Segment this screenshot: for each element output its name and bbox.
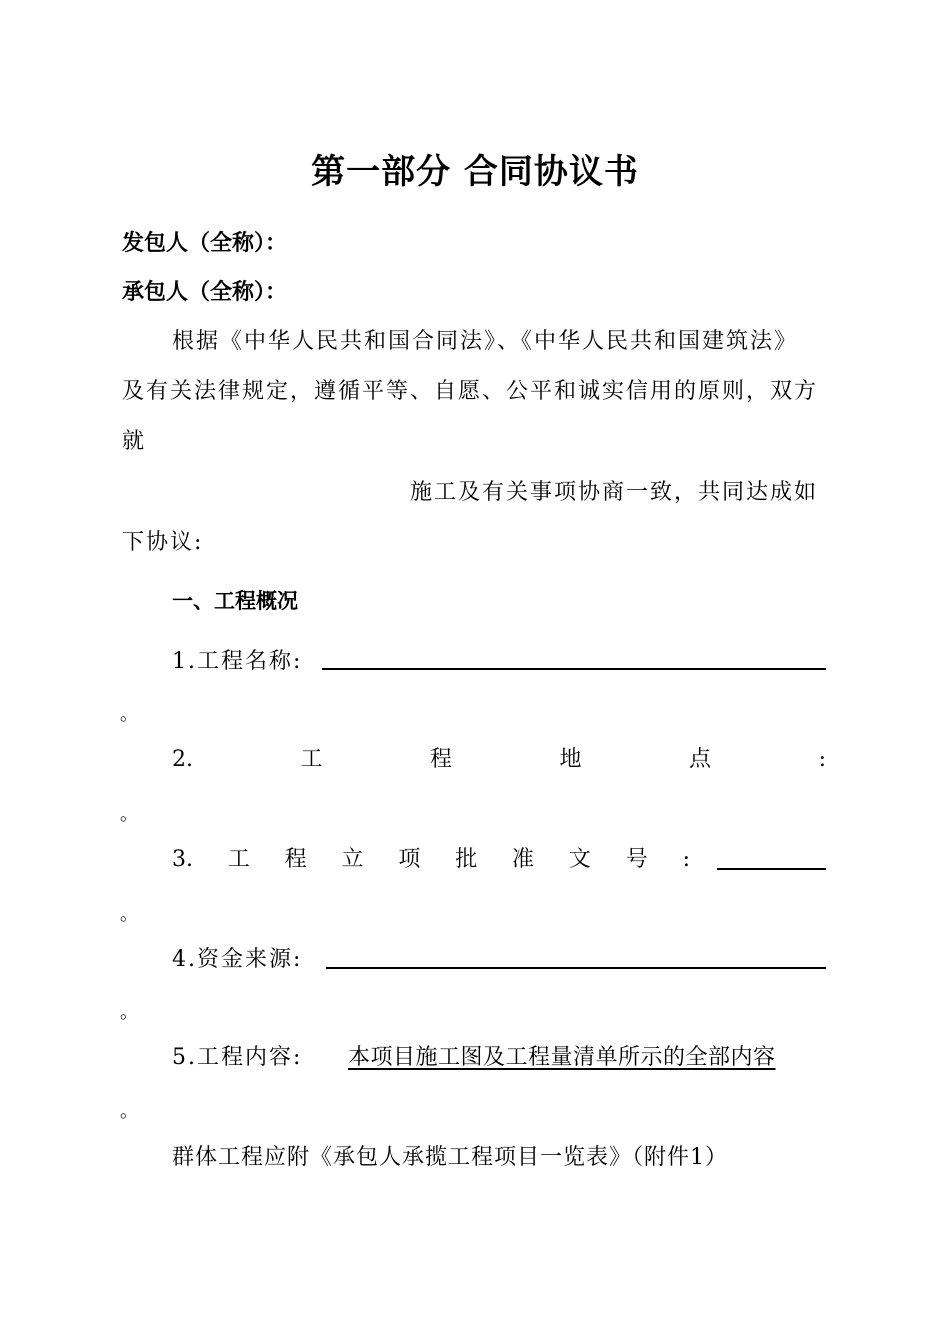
funding-source-blank bbox=[326, 967, 826, 969]
approval-number-char: 批 bbox=[455, 847, 478, 872]
contractor-label: 承包人（全称）： bbox=[122, 280, 288, 305]
approval-number-char: : bbox=[682, 847, 690, 872]
approval-number-char: 文 bbox=[568, 847, 591, 872]
preamble-line-3: 就 bbox=[122, 429, 147, 454]
project-location-char: 工 bbox=[300, 747, 323, 772]
project-name-blank bbox=[322, 668, 826, 670]
approval-number-blank bbox=[717, 868, 826, 870]
document-title: 第一部分 合同协议书 bbox=[311, 152, 639, 192]
project-location-char: : bbox=[818, 747, 826, 772]
project-name-end-mark: 。 bbox=[120, 704, 138, 725]
section-heading-project-overview: 一、工程概况 bbox=[172, 589, 298, 613]
project-location-label bbox=[172, 745, 826, 775]
project-name-label: 1.工程名称: bbox=[172, 649, 303, 674]
project-location-char: 2. bbox=[172, 747, 193, 772]
preamble-line-4: 施工及有关事项协商一致，共同达成如 bbox=[410, 480, 819, 505]
approval-number-char: 项 bbox=[398, 847, 421, 872]
preamble-line-2: 及有关法律规定，遵循平等、自愿、公平和诚实信用的原则，双方 bbox=[122, 379, 819, 404]
approval-number-end-mark: 。 bbox=[120, 904, 138, 925]
preamble-line-1: 根据《中华人民共和国合同法》、《中华人民共和国建筑法》 bbox=[172, 329, 799, 354]
project-location-char: 程 bbox=[430, 747, 453, 772]
project-location-char: 点 bbox=[689, 747, 712, 772]
approval-number-char: 号 bbox=[625, 847, 648, 872]
group-project-note: 群体工程应附《承包人承揽工程项目一览表》（附件1） bbox=[172, 1145, 728, 1170]
preamble-line-5: 下协议: bbox=[122, 530, 204, 555]
approval-number-char: 3. bbox=[172, 847, 193, 872]
funding-source-end-mark: 。 bbox=[120, 1002, 138, 1023]
approval-number-char: 工 bbox=[227, 847, 250, 872]
project-scope-value: 本项目施工图及工程量清单所示的全部内容 bbox=[348, 1045, 776, 1070]
project-scope-end-mark: 。 bbox=[120, 1101, 138, 1122]
approval-number-label bbox=[172, 845, 690, 875]
approval-number-char: 准 bbox=[512, 847, 535, 872]
project-location-end-mark: 。 bbox=[120, 804, 138, 825]
approval-number-char: 程 bbox=[284, 847, 307, 872]
project-location-char: 地 bbox=[559, 747, 582, 772]
project-scope-label: 5.工程内容: bbox=[172, 1045, 303, 1070]
employer-label: 发包人（全称）： bbox=[122, 231, 288, 256]
approval-number-char: 立 bbox=[341, 847, 364, 872]
funding-source-label: 4.资金来源: bbox=[172, 947, 303, 972]
